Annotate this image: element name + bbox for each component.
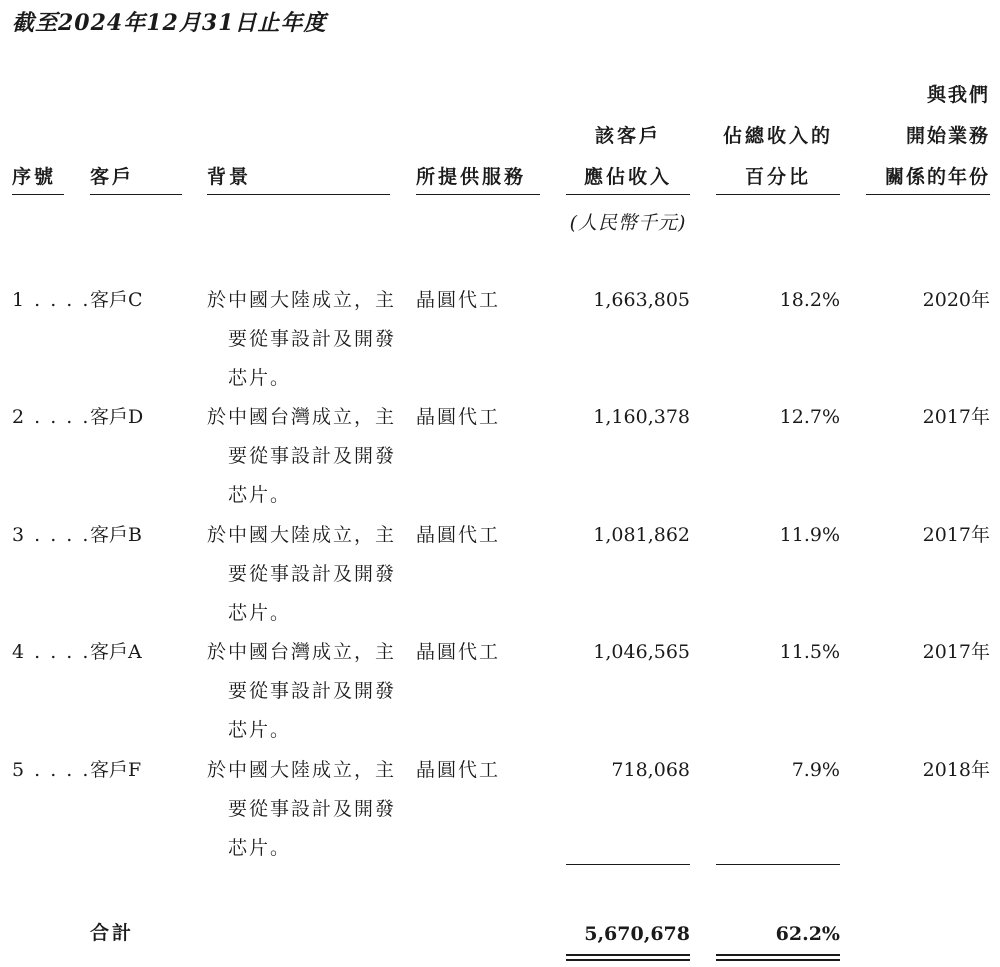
row-background-line1: 於中國大陸成立，主 [207,759,397,781]
row-revenue: 1,160,378 [593,406,690,428]
row-seq: 1 . . . . [12,289,91,311]
pct-total-double-rule-bottom [716,959,840,961]
row-service: 晶圓代工 [416,289,501,311]
header-revenue-underline [566,194,690,195]
row-seq: 4 . . . . [12,641,91,663]
row-background-line2: 要從事設計及開發 [228,328,397,350]
row-pct: 18.2% [779,289,840,311]
header-revenue-line1: 該客戶 [594,125,661,147]
row-service: 晶圓代工 [416,759,501,781]
total-pct: 62.2% [775,923,840,945]
total-label: 合計 [90,922,135,944]
row-seq: 3 . . . . [12,524,91,546]
header-year-underline [866,194,990,195]
pct-total-double-rule-top [716,954,840,956]
row-pct: 12.7% [779,406,840,428]
total-revenue: 5,670,678 [584,923,690,945]
row-customer: 客戶A [90,641,142,663]
row-pct: 11.9% [779,524,840,546]
header-revenue-line2: 應佔收入 [583,166,672,188]
row-seq: 2 . . . . [12,406,91,428]
row-background-line2: 要從事設計及開發 [228,563,397,585]
row-customer: 客戶B [90,524,142,546]
row-revenue: 1,081,862 [593,524,690,546]
row-year: 2018年 [922,759,990,781]
row-background-line3: 芯片。 [228,367,292,389]
row-service: 晶圓代工 [416,524,501,546]
row-background-line3: 芯片。 [228,837,292,859]
row-pct: 7.9% [791,759,840,781]
row-pct: 11.5% [779,641,840,663]
header-customer: 客戶 [90,166,135,188]
header-seq: 序號 [12,166,57,188]
row-revenue: 718,068 [611,759,690,781]
header-background: 背景 [207,166,252,188]
row-customer: 客戶D [90,406,144,428]
header-customer-underline [90,194,182,195]
row-background-line1: 於中國大陸成立，主 [207,289,397,311]
revenue-unit-label: (人民幣千元) [569,212,687,234]
header-year-line1: 與我們 [926,84,990,106]
header-year-line2: 開始業務 [905,125,990,147]
row-service: 晶圓代工 [416,406,501,428]
pct-subtotal-rule [716,864,840,865]
revenue-total-double-rule-top [566,954,690,956]
row-revenue: 1,663,805 [593,289,690,311]
revenue-subtotal-rule [566,864,690,865]
row-background-line3: 芯片。 [228,484,292,506]
row-service: 晶圓代工 [416,641,501,663]
row-background-line1: 於中國台灣成立，主 [207,641,397,663]
row-seq: 5 . . . . [12,759,91,781]
row-background-line2: 要從事設計及開發 [228,680,397,702]
header-pct-line1: 佔總收入的 [722,125,833,147]
header-seq-underline [12,194,64,195]
header-pct-underline [716,194,840,195]
row-year: 2017年 [922,641,990,663]
row-customer: 客戶F [90,759,142,781]
header-pct-line2: 百分比 [744,166,811,188]
row-background-line3: 芯片。 [228,719,292,741]
header-year-line3: 關係的年份 [884,166,990,188]
row-year: 2020年 [922,289,990,311]
row-revenue: 1,046,565 [593,641,690,663]
row-year: 2017年 [922,524,990,546]
row-background-line2: 要從事設計及開發 [228,445,397,467]
row-year: 2017年 [922,406,990,428]
row-background-line1: 於中國大陸成立，主 [207,524,397,546]
row-background-line1: 於中國台灣成立，主 [207,406,397,428]
row-customer: 客戶C [90,289,143,311]
header-service: 所提供服務 [416,166,527,188]
row-background-line3: 芯片。 [228,602,292,624]
row-background-line2: 要從事設計及開發 [228,798,397,820]
page-title: 截至2024年12月31日止年度 [12,10,327,36]
header-background-underline [207,194,390,195]
revenue-total-double-rule-bottom [566,959,690,961]
header-service-underline [416,194,540,195]
